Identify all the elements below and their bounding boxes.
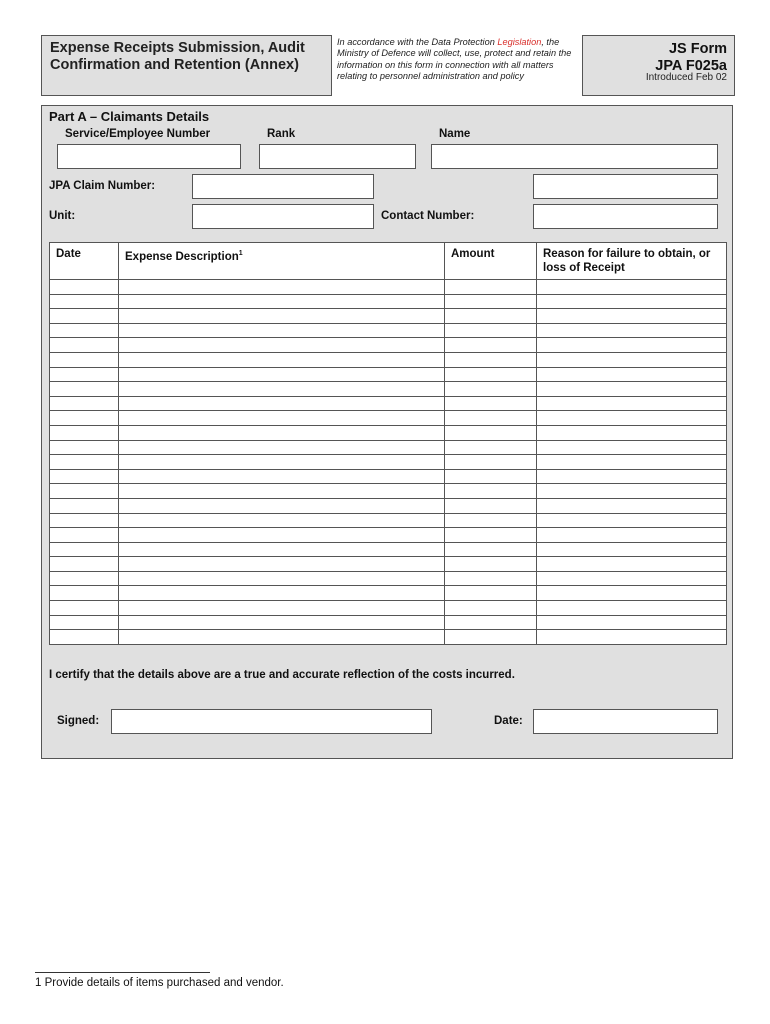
table-row <box>50 513 727 528</box>
col-header-date <box>50 243 119 280</box>
form-title <box>50 40 305 74</box>
reason-cell[interactable] <box>537 382 727 397</box>
description-cell[interactable] <box>119 294 445 309</box>
date-cell[interactable] <box>50 440 119 455</box>
contact-number-label: Contact Number: <box>381 210 475 222</box>
date-cell[interactable] <box>50 571 119 586</box>
col-reason-label: Reason for failure to obtain, or loss of Receipt <box>543 248 711 274</box>
date-cell[interactable] <box>50 294 119 309</box>
date-cell[interactable] <box>50 498 119 513</box>
date-cell[interactable] <box>50 280 119 295</box>
reason-cell[interactable] <box>537 280 727 295</box>
table-row <box>50 440 727 455</box>
date-cell[interactable] <box>50 382 119 397</box>
reason-cell[interactable] <box>537 586 727 601</box>
form-title-line1: Expense Receipts Submission, Audit <box>50 40 305 56</box>
description-cell[interactable] <box>119 484 445 499</box>
col-amount-label: Amount <box>451 248 495 260</box>
table-row <box>50 484 727 499</box>
amount-cell[interactable] <box>445 557 537 572</box>
reason-cell[interactable] <box>537 440 727 455</box>
amount-cell[interactable] <box>445 294 537 309</box>
amount-cell[interactable] <box>445 309 537 324</box>
table-row <box>50 469 727 484</box>
rank-field[interactable] <box>259 144 416 169</box>
reason-cell[interactable] <box>537 542 727 557</box>
reason-cell[interactable] <box>537 513 727 528</box>
amount-cell[interactable] <box>445 323 537 338</box>
signature-field[interactable] <box>111 709 432 734</box>
table-row <box>50 615 727 630</box>
amount-cell[interactable] <box>445 280 537 295</box>
reason-cell[interactable] <box>537 615 727 630</box>
table-row <box>50 586 727 601</box>
expense-table <box>49 242 727 645</box>
amount-cell[interactable] <box>445 338 537 353</box>
reason-cell[interactable] <box>537 411 727 426</box>
reason-cell[interactable] <box>537 309 727 324</box>
description-cell[interactable] <box>119 309 445 324</box>
table-row <box>50 411 727 426</box>
expense-rows <box>50 280 727 645</box>
amount-cell[interactable] <box>445 425 537 440</box>
date-cell[interactable] <box>50 615 119 630</box>
date-cell[interactable] <box>50 411 119 426</box>
col-description-label: Expense Description <box>125 250 239 263</box>
claim-number-field[interactable] <box>192 174 374 199</box>
reason-cell[interactable] <box>537 367 727 382</box>
table-row <box>50 601 727 616</box>
reason-cell[interactable] <box>537 323 727 338</box>
description-cell[interactable] <box>119 440 445 455</box>
description-cell[interactable] <box>119 411 445 426</box>
col-header-amount <box>445 243 537 280</box>
table-row <box>50 280 727 295</box>
date-cell[interactable] <box>50 352 119 367</box>
table-row <box>50 396 727 411</box>
amount-cell[interactable] <box>445 571 537 586</box>
amount-cell[interactable] <box>445 586 537 601</box>
amount-cell[interactable] <box>445 615 537 630</box>
form-id-box <box>582 35 735 96</box>
certification-statement: I certify that the details above are a true and accurate reflection of the costs incurred. <box>49 669 515 681</box>
table-row <box>50 338 727 353</box>
table-row <box>50 557 727 572</box>
amount-cell[interactable] <box>445 498 537 513</box>
description-cell[interactable] <box>119 382 445 397</box>
name-label: Name <box>439 128 471 140</box>
contact-number-field[interactable] <box>533 204 718 229</box>
col-header-description <box>119 243 445 280</box>
amount-cell[interactable] <box>445 542 537 557</box>
description-cell[interactable] <box>119 571 445 586</box>
table-row <box>50 542 727 557</box>
reason-cell[interactable] <box>537 294 727 309</box>
description-cell[interactable] <box>119 425 445 440</box>
date-cell[interactable] <box>50 338 119 353</box>
amount-cell[interactable] <box>445 367 537 382</box>
description-cell[interactable] <box>119 630 445 645</box>
amount-cell[interactable] <box>445 382 537 397</box>
amount-cell[interactable] <box>445 630 537 645</box>
table-row <box>50 352 727 367</box>
service-number-field[interactable] <box>57 144 241 169</box>
form-id-line1: JS Form <box>668 41 727 57</box>
description-cell[interactable] <box>119 280 445 295</box>
date-cell[interactable] <box>50 455 119 470</box>
reason-cell[interactable] <box>537 469 727 484</box>
table-row <box>50 498 727 513</box>
table-row <box>50 425 727 440</box>
table-row <box>50 630 727 645</box>
form-title-box <box>41 35 332 96</box>
table-header-row <box>50 243 727 280</box>
reason-cell[interactable] <box>537 498 727 513</box>
date-cell[interactable] <box>50 557 119 572</box>
form-title-line2: Confirmation and Retention (Annex) <box>50 57 299 73</box>
footnote: 1 Provide details of items purchased and vendor. <box>35 977 284 989</box>
amount-cell[interactable] <box>445 455 537 470</box>
notice-prefix: In accordance with the Data Protection <box>337 37 498 47</box>
date-cell[interactable] <box>50 528 119 543</box>
service-number-label: Service/Employee Number <box>65 128 211 140</box>
date-cell[interactable] <box>50 323 119 338</box>
description-cell[interactable] <box>119 615 445 630</box>
table-row <box>50 455 727 470</box>
description-cell[interactable] <box>119 367 445 382</box>
date-cell[interactable] <box>50 601 119 616</box>
amount-cell[interactable] <box>445 440 537 455</box>
unit-field[interactable] <box>192 204 374 229</box>
reason-cell[interactable] <box>537 455 727 470</box>
amount-cell[interactable] <box>445 411 537 426</box>
reason-cell[interactable] <box>537 601 727 616</box>
description-cell[interactable] <box>119 323 445 338</box>
col-header-reason <box>537 243 727 280</box>
date-cell[interactable] <box>50 586 119 601</box>
introduced-date: Introduced Feb 02 <box>645 72 727 83</box>
claim-number-label: JPA Claim Number: <box>49 180 156 192</box>
reason-cell[interactable] <box>537 338 727 353</box>
reason-cell[interactable] <box>537 425 727 440</box>
reason-cell[interactable] <box>537 352 727 367</box>
description-cell[interactable] <box>119 557 445 572</box>
signed-label: Signed: <box>57 715 100 727</box>
date-cell[interactable] <box>50 309 119 324</box>
date-cell[interactable] <box>50 630 119 645</box>
reason-cell[interactable] <box>537 630 727 645</box>
amount-cell[interactable] <box>445 352 537 367</box>
reason-cell[interactable] <box>537 528 727 543</box>
amount-cell[interactable] <box>445 601 537 616</box>
name-field[interactable] <box>431 144 718 169</box>
description-cell[interactable] <box>119 455 445 470</box>
description-cell[interactable] <box>119 396 445 411</box>
form-id-line2: JPA F025a <box>655 58 727 74</box>
amount-cell[interactable] <box>445 396 537 411</box>
description-cell[interactable] <box>119 338 445 353</box>
col-date-label: Date <box>56 248 81 260</box>
footnote-divider <box>35 972 210 973</box>
legislation-link[interactable]: Legislation <box>497 37 542 47</box>
amount-cell[interactable] <box>445 469 537 484</box>
date-label: Date: <box>494 715 523 727</box>
date-field[interactable] <box>533 709 718 734</box>
date-cell[interactable] <box>50 396 119 411</box>
date-cell[interactable] <box>50 425 119 440</box>
amount-cell[interactable] <box>445 484 537 499</box>
date-cell[interactable] <box>50 469 119 484</box>
description-cell[interactable] <box>119 498 445 513</box>
description-cell[interactable] <box>119 352 445 367</box>
footnote-marker: 1 <box>238 250 243 257</box>
description-cell[interactable] <box>119 528 445 543</box>
reason-cell[interactable] <box>537 557 727 572</box>
table-row <box>50 382 727 397</box>
table-row <box>50 571 727 586</box>
table-row <box>50 294 727 309</box>
unit-label: Unit: <box>49 210 76 222</box>
extra-field[interactable] <box>533 174 718 199</box>
rank-label: Rank <box>267 128 296 140</box>
table-row <box>50 309 727 324</box>
reason-cell[interactable] <box>537 396 727 411</box>
date-cell[interactable] <box>50 542 119 557</box>
section-title: Part A – Claimants Details <box>49 109 210 124</box>
table-row <box>50 367 727 382</box>
description-cell[interactable] <box>119 601 445 616</box>
notice-suffix: , the Ministry of Defence will collect, use, protect and retain the information on this form in connection with all matters relating to personnel administration and policy <box>337 37 572 82</box>
date-cell[interactable] <box>50 484 119 499</box>
amount-cell[interactable] <box>445 528 537 543</box>
table-row <box>50 528 727 543</box>
amount-cell[interactable] <box>445 513 537 528</box>
reason-cell[interactable] <box>537 571 727 586</box>
form-id <box>655 41 727 75</box>
reason-cell[interactable] <box>537 484 727 499</box>
table-row <box>50 323 727 338</box>
description-cell[interactable] <box>119 586 445 601</box>
data-protection-notice <box>337 37 579 83</box>
description-cell[interactable] <box>119 469 445 484</box>
description-cell[interactable] <box>119 542 445 557</box>
description-cell[interactable] <box>119 513 445 528</box>
date-cell[interactable] <box>50 513 119 528</box>
date-cell[interactable] <box>50 367 119 382</box>
